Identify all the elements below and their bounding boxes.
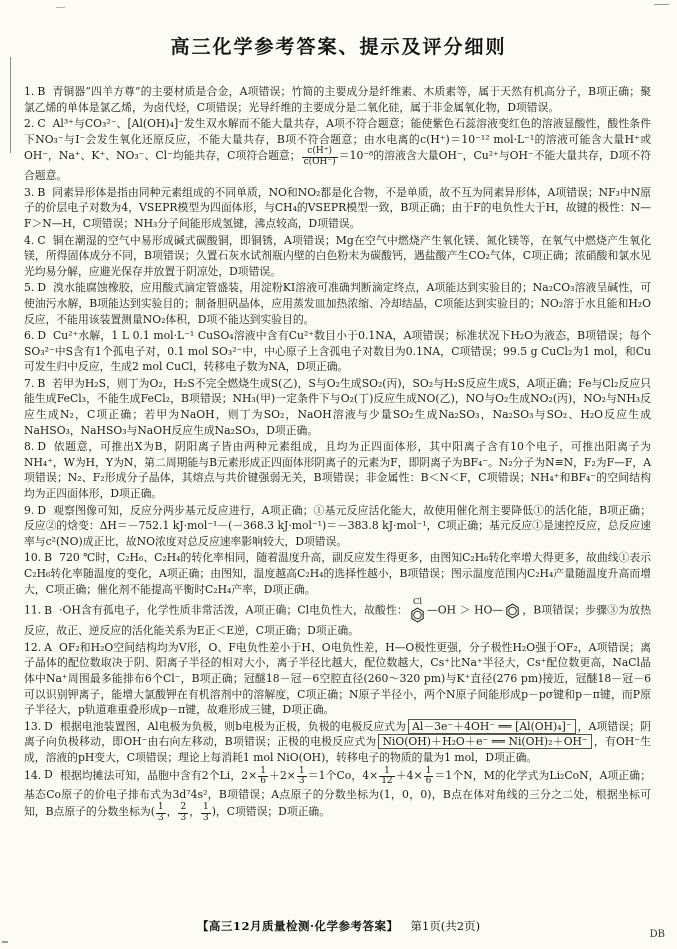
- footer-page-number: 第1页(共2页): [410, 919, 481, 933]
- answer-item: 4. C 铜在潮湿的空气中易形成碱式碳酸铜，即铜锈，A项错误；Mg在空气中燃烧产生氧化镁、氮化镁等，在氧气中燃烧产生氧化镁，所得固体成分不同，B项错误；久置石灰水试剂瓶内壁的白色粉末为碳酸钙，遇盐酸产生CO₂气体，C项正确；浓硝酸和氯水见光均易分解，应避光保存并放置于阴凉处，D项错误。: [24, 233, 651, 278]
- answer-item: 14. D 根据均摊法可知，晶胞中含有2个Li，2× $\frac{1}{6}$ ＋2× $\frac{1}{3}$ ＝1个Co，4× $\frac{1}{12}$ ＋4× $\frac{1}{6}$ ＝1个N，M的化学式为Li₂CoN，A项正确；基态Co原子的价电子排布式为3d⁷4s²，B项错误；A点原子的分数坐标为(1，0，0)，B点在体对角线的三分之二处，根据坐标可知，B点原子的分数坐标为( $\frac{1}{3}$ ， $\frac{2}{3}$ ， $\frac{1}{3}$ )，C项错误；D项正确。: [24, 765, 651, 823]
- item-answer-letter: D: [37, 329, 46, 343]
- ring-substituent-label: Cl: [412, 597, 423, 608]
- scan-artifact-left-line: [10, 57, 11, 153]
- item-number: 4.: [24, 233, 35, 247]
- page-footer: [0, 918, 677, 934]
- answer-item: 13. D 根据电池装置图，Al电极为负极，则b电极为正极，负极的电极反应式为 Al－3e⁻＋4OH⁻ ══ [Al(OH)₄]⁻ ，A项错误；阴离子向负极移动，即OH⁻由右向左移动，B项错误；正极的电极反应式为 NiO(OH)＋H₂O＋e⁻ ══ Ni(OH)₂＋OH⁻ ，有OH⁻生成，溶液的pH变大，C项错误；理论上每消耗1 mol NiO(OH)，转移电子的物质的量为1 mol，D项正确。: [24, 719, 651, 764]
- item-number: 13.: [24, 719, 42, 733]
- item-answer-letter: C: [37, 117, 46, 131]
- item-number: 1.: [24, 85, 35, 98]
- item-number: 14.: [24, 768, 42, 782]
- item-answer-letter: D: [37, 440, 46, 454]
- answer-list: [24, 84, 651, 824]
- answer-item: 3. B 同素异形体是指由同种元素组成的不同单质，NO和NO₂都是化合物，不是单质，故不互为同素异形体，A项错误；NF₃中N原子的价层电子对数为4，VSEPR模型为四面体形，与CH₄的VSEPR模型一致，B项正确；由于F的电负性大于H，故键的极性：N—F＞N—H，C项错误；NH₃分子间能形成氢键，沸点较高，D项错误。: [24, 185, 651, 230]
- answer-item: 1. B 青铜器“四羊方尊”的主要材质是合金，A项错误；竹简的主要成分是纤维素、木质素等，属于天然有机高分子，B项正确；聚氯乙烯的单体是氯乙烯，为卤代烃，C项错误；光导纤维的主要成分是二氧化硅，属于非金属氧化物，D项错误。: [24, 85, 651, 114]
- scan-artifact-top-left: [56, 7, 65, 8]
- scan-artifact-top-right: [654, 4, 669, 5]
- item-number: 8.: [24, 440, 35, 454]
- item-number: 6.: [24, 329, 35, 343]
- answer-item: 12. A OF₂和H₂O空间结构均为V形，O、F电负性差小于H、O电负性差，H—O极性更强，分子极性H₂O强于OF₂，A项错误；离子晶体的配位数取决于阴、阳离子半径的相对大小，离子半径比越大，配位数越大，Cs⁺比Na⁺半径大，Cs⁺配位数更高，NaCl晶体中Na⁺周围最多能排布6个Cl⁻，B项正确；冠醚18－冠－6空腔直径(260～320 pm)与K⁺直径(276 pm)接近，冠醚18－冠－6可以识别钾离子，能增大氯酸钾在有机溶剂中的溶解度，C项正确；N原子半径小，两个N原子间能形成p－pσ键和p－π键，而P原子半径大，p轨道难重叠形成p－π键，故难形成三键，D项正确。: [24, 640, 651, 717]
- boxed-equation: NiO(OH)＋H₂O＋e⁻ ══ Ni(OH)₂＋OH⁻: [378, 734, 591, 749]
- footer-exam-label: 【高三12月质量检测·化学参考答案】: [196, 919, 399, 933]
- item-number: 12.: [24, 640, 42, 654]
- item-answer-letter: D: [44, 719, 53, 733]
- fraction: $\frac{c(H^+)}{c(OH^-)}$: [303, 146, 336, 168]
- answer-item: 7. B 若甲为H₂S，则丁为O₂，H₂S不完全燃烧生成S(乙)，S与O₂生成SO₂(丙)，SO₂与H₂S反应生成S，A项正确；Fe与Cl₂反应只能生成FeCl₃，不能生成FeCl₂，B项错误；NH₃(甲)一定条件下与O₂(丁)反应生成NO(乙)，NO与O₂生成NO₂(丙)，NO₂与NH₃反应生成N₂，C项正确；若甲为NaOH，则丁为SO₂，NaOH溶液与少量SO₂生成Na₂SO₃，Na₂SO₃与SO₂、H₂O反应生成NaHSO₃，NaHSO₃与NaOH反应生成Na₂SO₃，D项正确。: [24, 376, 651, 437]
- answer-item: 8. D 依题意，可推出X为B，阴阳离子皆由两种元素组成，且均为正四面体形，其中阳离子含有10个电子，可推出阳离子为NH₄⁺，W为H，Y为N，第二周期能与B元素形成正四面体形阴离子的元素为F，即阴离子为BF₄⁻。N₂分子为N≡N，F₂为F—F，A项错误；N₂、F₂形成分子晶体，其熔点与共价键强弱无关，B项错误；非金属性：B＜N＜F，C项错误；NH₄⁺和BF₄⁻的空间结构均为正四面体形，D项正确。: [24, 440, 651, 501]
- fraction: $\frac{1}{12}$: [381, 765, 393, 787]
- footer-corner-code: DB: [649, 929, 665, 940]
- answer-item: 11. B ·OH含有孤电子，化学性质非常活泼，A项正确；Cl电负性大，故酸性： Cl —OH ＞ HO— ，B项错误；步骤③为放热反应，故正、逆反应的活化能关系为E正＜E逆，C项正确；D项正确。: [24, 597, 651, 638]
- item-number: 2.: [24, 117, 35, 131]
- fraction: $\frac{1}{3}$: [202, 801, 209, 823]
- answer-item: 9. D 观察图像可知，反应分两步基元反应进行，A项正确；①基元反应活化能大，故使用催化剂主要降低①的活化能，B项正确；反应②的焓变：ΔH＝－752.1 kJ·mol⁻¹－(－368.3 kJ·mol⁻¹)＝－383.8 kJ·mol⁻¹，C项正确；基元反应①是速控反应，总反应速率与c²(NO)成正比，故NO浓度对总反应速率影响较大，D项错误。: [24, 503, 651, 548]
- item-answer-letter: C: [37, 233, 46, 247]
- item-number: 7.: [24, 376, 35, 390]
- item-number: 5.: [24, 281, 35, 295]
- boxed-equation: Al－3e⁻＋4OH⁻ ══ [Al(OH)₄]⁻: [408, 719, 575, 734]
- benzene-ring-icon: [410, 598, 425, 623]
- answer-item: 10. B 720 ℃时，C₂H₆、C₂H₄的转化率相同，随着温度升高，副反应发生得更多，由图知C₂H₆转化率增大得更多，故曲线①表示C₂H₆转化率随温度的变化，A项正确；由图知，温度越高C₂H₄的选择性越小，B项错误；图示温度范围内C₂H₄产量随温度升高而增大，C项正确；催化剂不能提高平衡时C₂H₄产率，D项正确。: [24, 551, 651, 596]
- item-answer-letter: B: [37, 376, 46, 390]
- scan-artifact-bottom-left: [2, 941, 8, 943]
- benzene-ring-icon: [505, 603, 520, 619]
- answer-item: 2. C Al³⁺与CO₃²⁻、[Al(OH)₄]⁻发生双水解而不能大量共存，A项不符合题意；能使紫色石蕊溶液变红色的溶液显酸性，酸性条件下NO₃⁻与I⁻会发生氧化还原反应，不能大量共存，B项不符合题意；由水电离的c(H⁺)＝10⁻¹² mol·L⁻¹的溶液可能含大量H⁺或OH⁻，Na⁺、K⁺、NO₃⁻、Cl⁻均能共存，C项符合题意； $\frac{c(H^+)}{c(OH^-)}$ ＝10⁻⁸的溶液含大量OH⁻，Cu²⁺与OH⁻不能大量共存，D项不符合题意。: [24, 117, 651, 183]
- fraction: $\frac{1}{3}$: [298, 765, 305, 787]
- item-answer-letter: A: [44, 640, 52, 654]
- page-title: 高三化学参考答案、提示及评分细则: [170, 36, 507, 58]
- item-answer-letter: B: [37, 85, 46, 98]
- item-answer-letter: B: [44, 603, 53, 617]
- fraction: $\frac{1}{6}$: [425, 765, 432, 787]
- item-answer-letter: D: [44, 768, 53, 782]
- answer-item: 5. D 溴水能腐蚀橡胶，应用酸式滴定管盛装，用淀粉KI溶液可准确判断滴定终点，A项能达到实验目的；Na₂CO₃溶液呈碱性，可使油污水解，B项能达到实验目的；制备胆矾晶体，应用蒸发皿加热浓缩、冷却结晶，C项能达到实验目的；NO₂溶于水且能和H₂O反应，不能用该装置测量NO₂体积，D项不能达到实验目的。: [24, 281, 651, 326]
- fraction: $\frac{2}{3}$: [180, 801, 187, 823]
- answer-item: 6. D Cu²⁺水解，1 L 0.1 mol·L⁻¹ CuSO₄溶液中含有Cu²⁺数目小于0.1NA，A项错误；标准状况下H₂O为液态，B项错误；每个SO₃²⁻中S含有1个孤电子对，0.1 mol SO₃²⁻中，中心原子上含孤电子对数目为0.1NA，C项错误；99.5 g CuCl₂为1 mol，和Cu可发生归中反应，生成2 mol CuCl，转移电子数为NA，D项正确。: [24, 329, 651, 374]
- item-answer-letter: D: [37, 503, 46, 517]
- item-answer-letter: B: [37, 185, 46, 199]
- item-answer-letter: D: [37, 281, 46, 295]
- item-number: 9.: [24, 503, 35, 517]
- fraction: $\frac{1}{6}$: [260, 765, 266, 787]
- item-answer-letter: B: [44, 551, 53, 565]
- fraction: $\frac{1}{3}$: [157, 801, 164, 823]
- item-number: 11.: [24, 603, 42, 617]
- item-number: 10.: [24, 551, 42, 565]
- item-number: 3.: [24, 185, 35, 199]
